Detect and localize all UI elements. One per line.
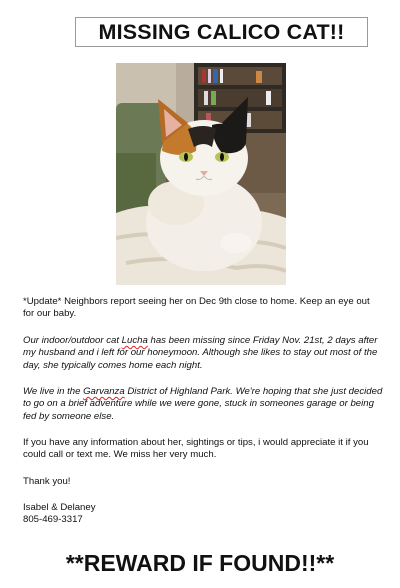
reward-heading: **REWARD IF FOUND!!**: [65, 550, 335, 576]
text-segment: Our indoor/outdoor cat: [23, 335, 122, 346]
text-segment: We live in the: [23, 386, 84, 397]
disappearance-paragraph: [23, 335, 383, 372]
text-segment: has been missing since Friday Nov. 21st, 2 days after my husband and i left for our honeymoon. Although she likes to stay out most of the day, she typically comes home each night.: [23, 335, 378, 371]
text-segment: District of Highland Park. We're hoping that she just decided to go on a brief adventure while we were gone, stuck in someones garage or being fed by someone else.: [23, 386, 383, 422]
location-paragraph: [23, 386, 383, 423]
update-notice: *Update* Neighbors report seeing her on Dec 9th close to home. Keep an eye out for our baby.: [23, 296, 370, 320]
poster-title: MISSING CALICO CAT!!: [75, 17, 368, 47]
contact-request-paragraph: If you have any information about her, sightings or tips, i would appreciate it if you could call or text me. We miss her very much.: [23, 437, 369, 461]
signature-names: Isabel & Delaney: [23, 502, 96, 513]
cat-name: Lucha: [121, 335, 148, 346]
calico-cat-photo: [116, 63, 286, 285]
thank-you-text: Thank you!: [23, 476, 71, 487]
phone-number: 805-469-3317: [23, 514, 83, 525]
district-name: Garvanza: [83, 386, 125, 397]
